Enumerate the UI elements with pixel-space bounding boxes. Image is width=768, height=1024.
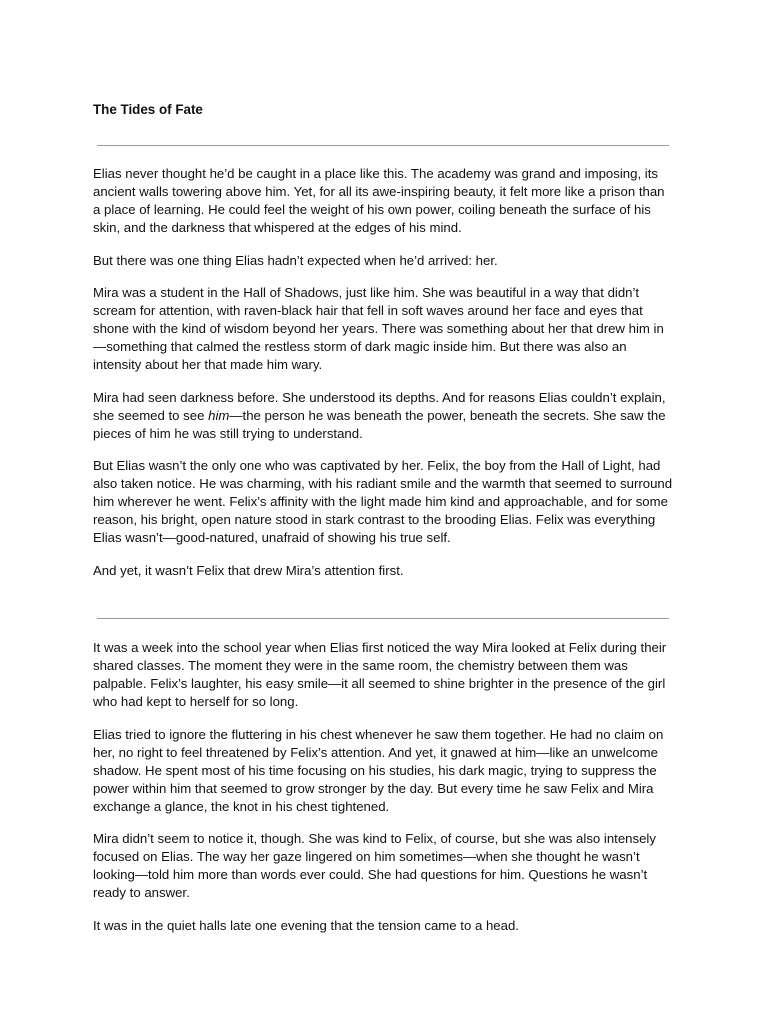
paragraph-text: —the person he was beneath the power, beneath the secrets. She saw the pieces of him he was still trying to understand. — [93, 407, 666, 441]
emphasized-word: him — [208, 407, 230, 423]
paragraph: And yet, it wasn’t Felix that drew Mira’s attention first. — [93, 562, 404, 578]
paragraph — [93, 389, 675, 443]
paragraph: It was in the quiet halls late one evening that the tension came to a head. — [93, 917, 519, 933]
section-two — [93, 639, 675, 949]
paragraph: It was a week into the school year when Elias first noticed the way Mira looked at Felix during their shared classes. The moment they were in the same room, the chemistry between them was palpable. Felix’s laughter, his easy smile—it all seemed to shine brighter in the presence of the girl who had kept to herself for so long. — [93, 640, 667, 709]
paragraph: Mira was a student in the Hall of Shadows, just like him. She was beautiful in a way that didn’t scream for attention, with raven-black hair that fell in soft waves around her face and eyes that shone with the kind of wisdom beyond her years. There was something about her that drew him in—something that calmed the restless storm of dark magic inside him. But there was also an intensity about her that made him wary. — [93, 285, 664, 372]
paragraph: Mira didn’t seem to notice it, though. She was kind to Felix, of course, but she was also intensely focused on Elias. The way her gaze lingered on him sometimes—when she thought he wasn’t looking—told him more than words ever could. She had questions for him. Questions he wasn’t ready to answer. — [93, 831, 656, 900]
paragraph: Elias never thought he’d be caught in a place like this. The academy was grand and imposing, its ancient walls towering above him. Yet, for all its awe-inspiring beauty, it felt more like a prison than a place of learning. He could feel the weight of his own power, coiling beneath the surface of his skin, and the darkness that whispered at the edges of his mind. — [93, 166, 665, 235]
section-divider — [97, 145, 669, 146]
paragraph: But Elias wasn’t the only one who was captivated by her. Felix, the boy from the Hall of Light, had also taken notice. He was charming, with his radiant smile and the warmth that seemed to surround him wherever he went. Felix’s affinity with the light made him kind and approachable, and for some reason, his bright, open nature stood in stark contrast to the brooding Elias. Felix was everything Elias wasn’t—good-natured, unafraid of showing his true self. — [93, 458, 673, 545]
paragraph: Elias tried to ignore the fluttering in his chest whenever he saw them together. He had no claim on her, no right to feel threatened by Felix’s attention. And yet, it gnawed at him—like an unwelcome shadow. He spent most of his time focusing on his studies, his dark magic, trying to suppress the power within him that seemed to grow stronger by the day. But every time he saw Felix and Mira exchange a glance, the knot in his chest tightened. — [93, 726, 664, 814]
paragraph-text: Mira had seen darkness before. She understood its depths. And for reasons Elias couldn’t explain, she seemed to see — [93, 389, 666, 423]
document-title: The Tides of Fate — [93, 102, 203, 117]
paragraph: But there was one thing Elias hadn’t expected when he’d arrived: her. — [93, 252, 498, 268]
section-one — [93, 165, 675, 594]
section-divider — [97, 618, 669, 619]
